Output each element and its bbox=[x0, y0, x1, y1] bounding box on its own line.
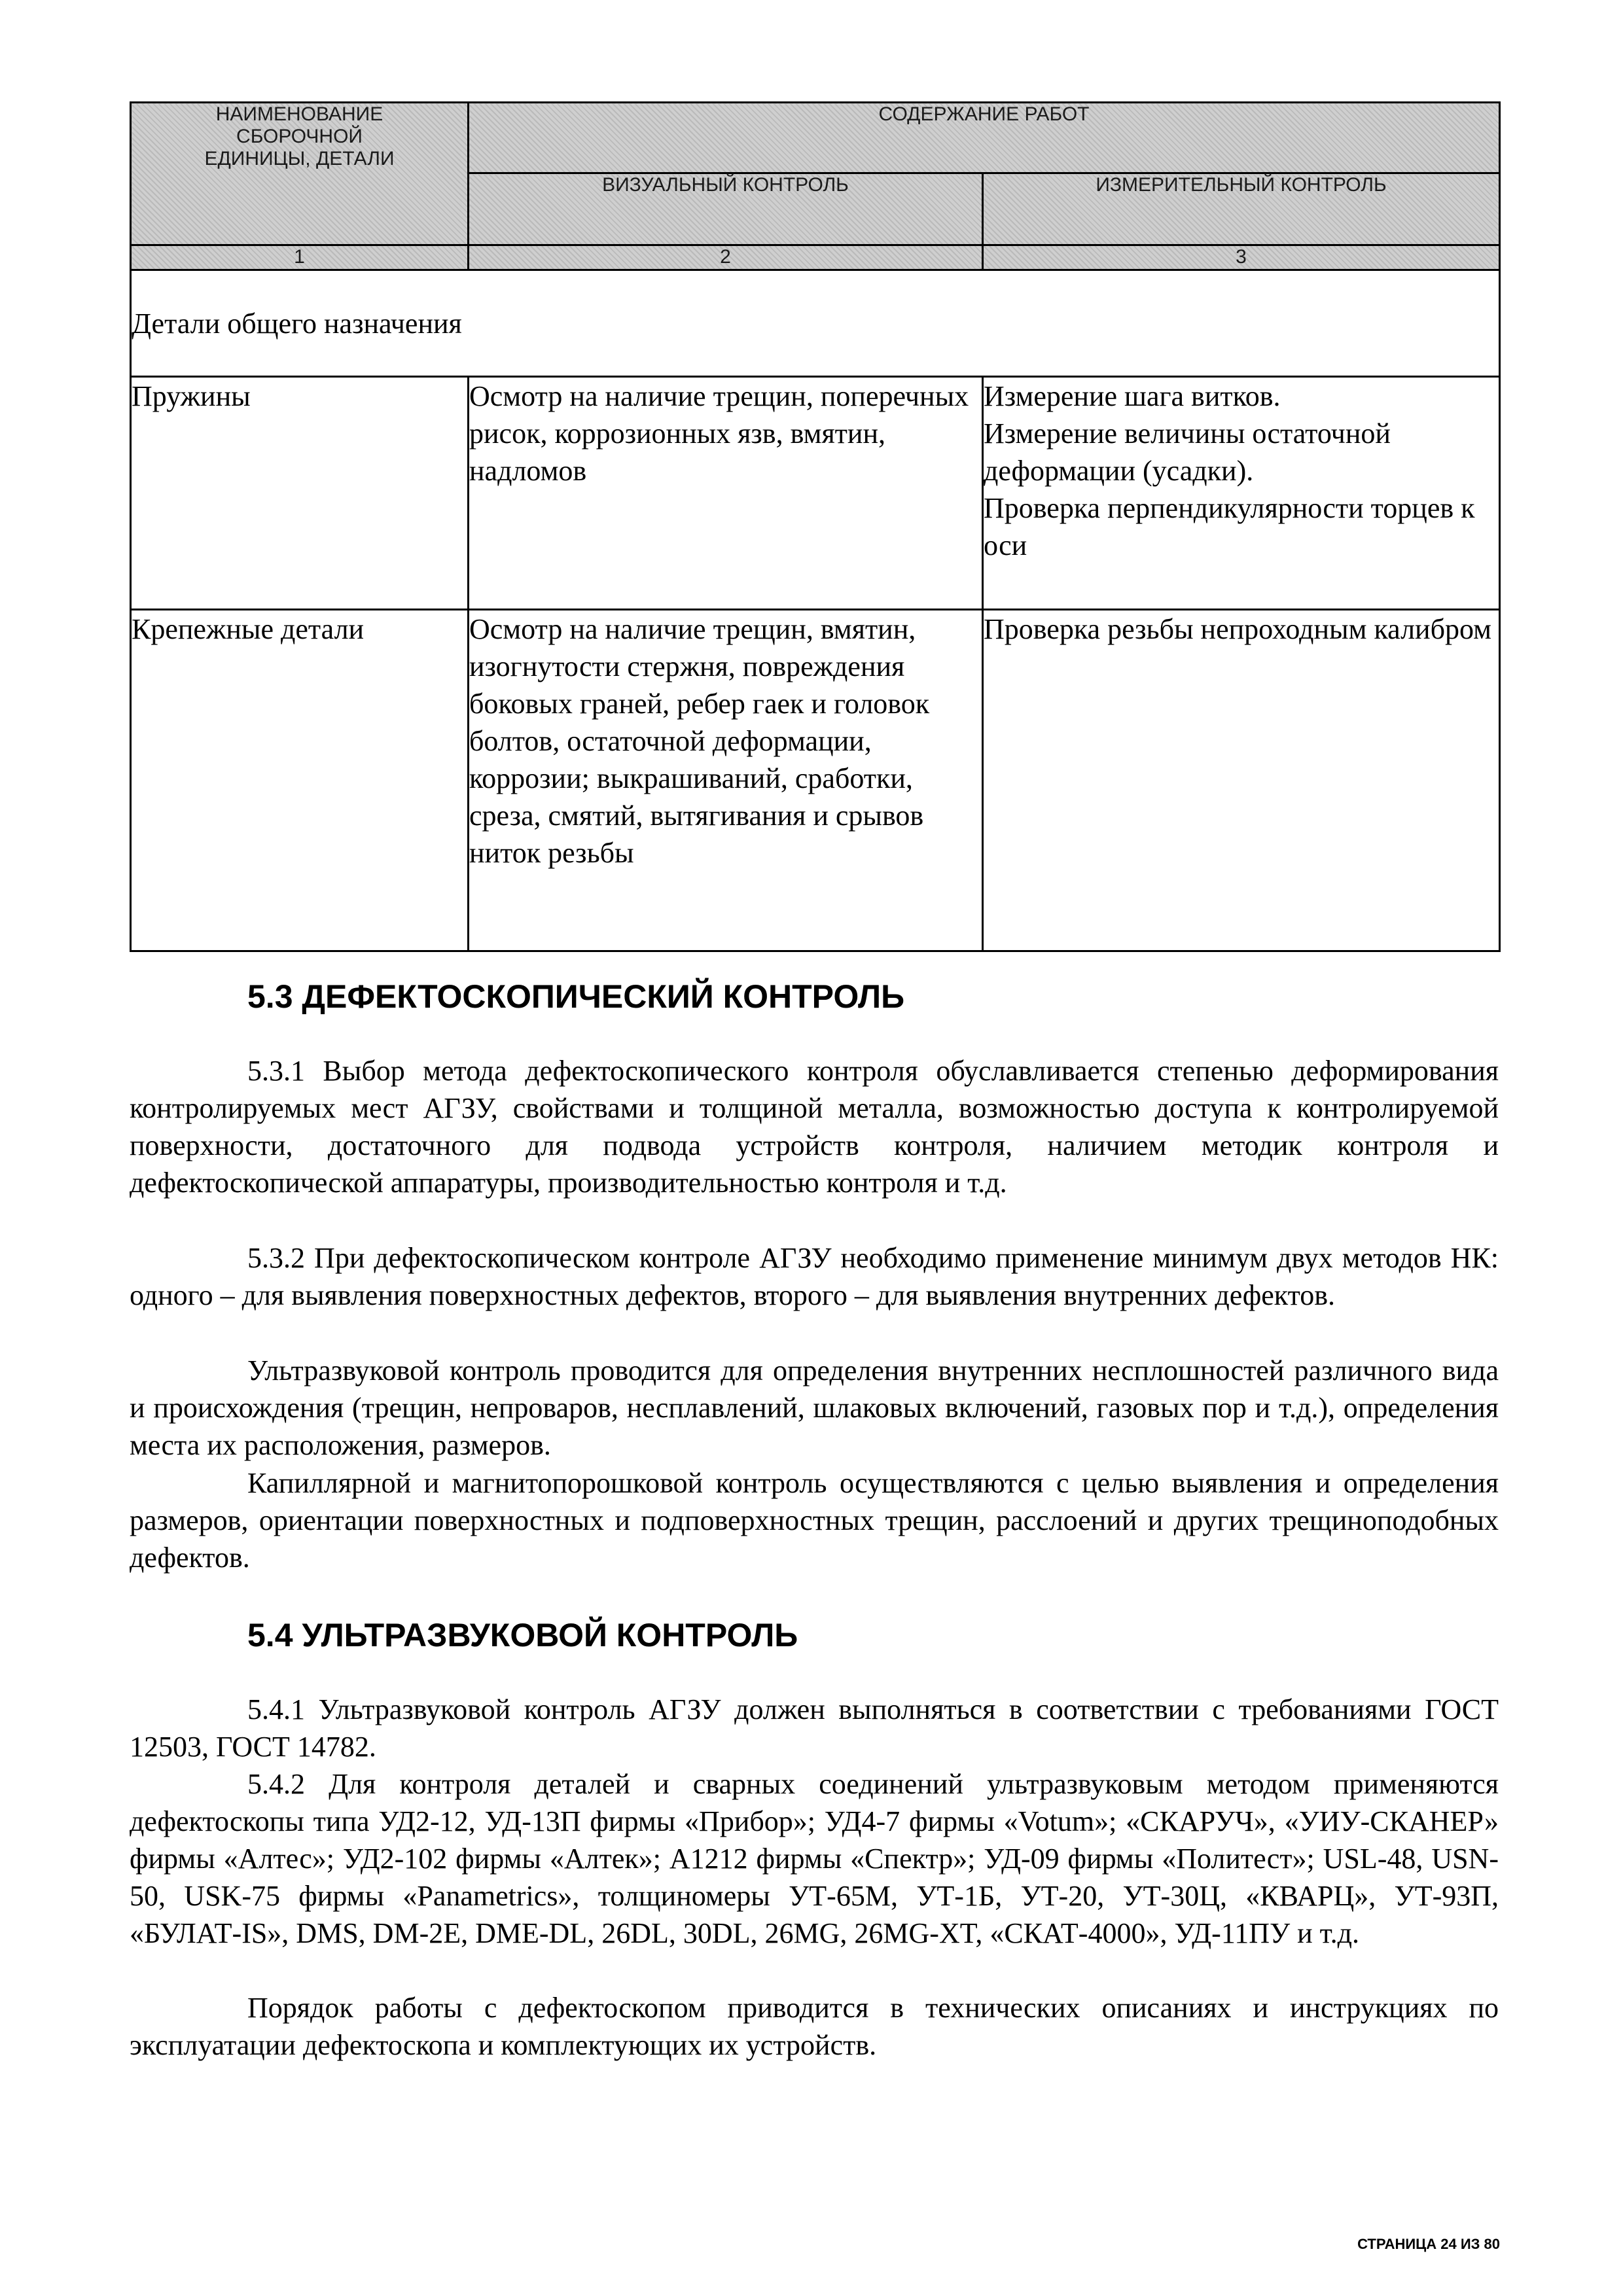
header-num3 bbox=[983, 245, 1500, 270]
table-row-measure bbox=[983, 377, 1500, 610]
table-row-visual bbox=[469, 377, 983, 610]
table-row-measure bbox=[983, 610, 1500, 951]
row-measure-text: Измерение шага витков. Измерение величины остаточной деформации (усадки). Проверка перпендикулярности торцев к оси bbox=[984, 380, 1475, 561]
header-col3 bbox=[983, 173, 1500, 245]
table-row-visual bbox=[469, 610, 983, 951]
paragraph-procedure: Порядок работы с дефектоскопом приводится в технических описаниях и инструкциях по эксплуатации дефектоскопа и комплектующих их устройств. bbox=[130, 1992, 1499, 2061]
header-col1 bbox=[131, 103, 469, 245]
paragraph-5-3-2: 5.3.2 При дефектоскопическом контроле АГЗУ необходимо применение минимум двух методов НК: одного – для выявления поверхностных дефектов, второго – для выявления внутренних дефектов. bbox=[130, 1242, 1499, 1311]
section-title-cell bbox=[131, 270, 1500, 377]
header-col2-text: ВИЗУАЛЬНЫЙ КОНТРОЛЬ bbox=[602, 174, 849, 196]
header-col1-text: НАИМЕНОВАНИЕ СБОРОЧНОЙ ЕДИНИЦЫ, ДЕТАЛИ bbox=[204, 103, 395, 169]
table-row-name bbox=[131, 610, 469, 951]
header-col2 bbox=[469, 173, 983, 245]
column-number: 2 bbox=[720, 246, 731, 268]
header-num2 bbox=[469, 245, 983, 270]
header-num1 bbox=[131, 245, 469, 270]
row-visual-text: Осмотр на наличие трещин, поперечных рисок, коррозионных язв, вмятин, надломов bbox=[469, 380, 969, 487]
paragraph-ultrasonic: Ультразвуковой контроль проводится для определения внутренних несплошностей различного вида и происхождения (трещин, непроваров, несплавлений, шлаковых включений, газовых пор и т.д.), определения места их расположения, размеров. bbox=[130, 1354, 1499, 1461]
row-visual-text: Осмотр на наличие трещин, вмятин, изогнутости стержня, повреждения боковых граней, ребер гаек и головок болтов, остаточной деформации, коррозии; выкрашиваний, сработки, среза, смятий, вытягивания и срывов ниток резьбы bbox=[469, 613, 930, 869]
paragraph-5-4-1: 5.4.1 Ультразвуковой контроль АГЗУ должен выполняться в соответствии с требованиями ГОСТ 12503, ГОСТ 14782. bbox=[130, 1693, 1499, 1763]
header-group bbox=[469, 103, 1500, 173]
table-row-name bbox=[131, 377, 469, 610]
inspection-table bbox=[130, 101, 1501, 952]
page-number: СТРАНИЦА 24 ИЗ 80 bbox=[1357, 2236, 1500, 2252]
row-measure-text: Проверка резьбы непроходным калибром bbox=[984, 613, 1491, 645]
header-group-text: СОДЕРЖАНИЕ РАБОТ bbox=[878, 103, 1090, 125]
row-name-text: Пружины bbox=[132, 380, 251, 412]
paragraph-capillary: Капиллярной и магнитопорошковой контроль осуществляются с целью выявления и определения размеров, ориентации поверхностных и подповерхностных трещин, расслоений и других трещиноподобных дефектов. bbox=[130, 1467, 1499, 1574]
paragraph-5-3-1: 5.3.1 Выбор метода дефектоскопического контроля обуславливается степенью деформирования контролируемых мест АГЗУ, свойствами и толщиной металла, возможностью доступа к контролируемой поверхности, достаточного для подвода устройств контроля, наличием методик контроля и дефектоскопической аппаратуры, производительностью контроля и т.д. bbox=[130, 1055, 1499, 1199]
column-number: 1 bbox=[294, 246, 305, 268]
paragraph-5-4-2: 5.4.2 Для контроля деталей и сварных соединений ультразвуковым методом применяются дефектоскопы типа УД2-12, УД-13П фирмы «Прибор»; УД4-7 фирмы «Votum»; «СКАРУЧ», «УИУ-СКАНЕР» фирмы «Алтес»; УД2-102 фирмы «Алтек»; А1212 фирмы «Спектр»; УД-09 фирмы «Политест»; USL-48, USN-50, USK-75 фирмы «Panametrics», толщиномеры УТ-65М, УТ-1Б, УТ-20, УТ-30Ц, «КВАРЦ», УТ-93П, «БУЛАТ-IS», DMS, DM-2E, DME-DL, 26DL, 30DL, 26MG, 26MG-XT, «СКАТ-4000», УД-11ПУ и т.д. bbox=[130, 1768, 1499, 1949]
row-name-text: Крепежные детали bbox=[132, 613, 365, 645]
section-title: Детали общего назначения bbox=[132, 307, 462, 340]
column-number: 3 bbox=[1236, 246, 1247, 268]
heading-5-3: 5.3 ДЕФЕКТОСКОПИЧЕСКИЙ КОНТРОЛЬ bbox=[247, 978, 905, 1015]
heading-5-4: 5.4 УЛЬТРАЗВУКОВОЙ КОНТРОЛЬ bbox=[247, 1617, 798, 1653]
header-col3-text: ИЗМЕРИТЕЛЬНЫЙ КОНТРОЛЬ bbox=[1096, 174, 1387, 196]
